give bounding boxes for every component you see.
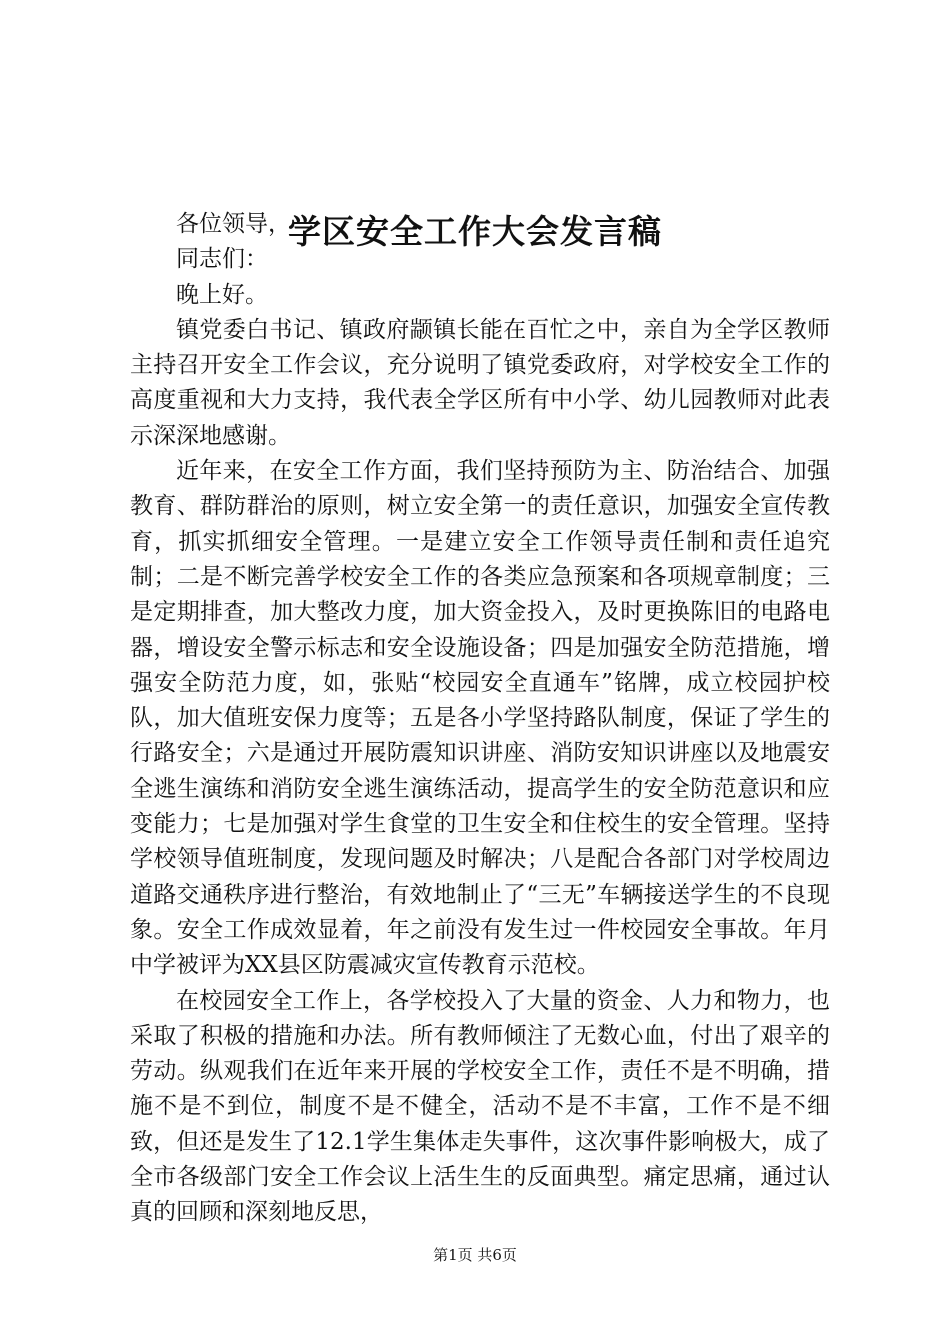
greeting-line: 同志们： <box>176 246 268 273</box>
body-paragraph: 近年来，在安全工作方面，我们坚持预防为主、防治结合、加强教育、群防群治的原则，树立安全第一的责任意识，加强安全宣传教育，抓实抓细安全管理。一是建立安全工作领导责任制和责任追究制；二是不断完善学校安全工作的各类应急预案和各项规章制度；三是定期排查，加大整改力度，加大资金投入，及时更换陈旧的电路电器，增设安全警示标志和安全设施设备；四是加强安全防范措施，增强安全防范力度，如，张贴“校园安全直通车”铭牌，成立校园护校队，加大值班安保力度等；五是各小学坚持路队制度，保证了学生的行路安全；六是通过开展防震知识讲座、消防安知识讲座以及地震安全逃生演练和消防安全逃生演练活动，提高学生的安全防范意识和应变能力；七是加强对学生食堂的卫生安全和住校生的安全管理。坚持学校领导值班制度，发现问题及时解决；八是配合各部门对学校周边道路交通秩序进行整治，有效地制止了“三无”车辆接送学生的不良现象。安全工作成效显着，年之前没有发生过一件校园安全事故。年月中学被评为XX县区防震减灾宣传教育示范校。 <box>130 458 830 979</box>
document-body <box>130 207 830 1231</box>
document-title: 学区安全工作大会发言稿 <box>288 212 662 252</box>
greeting-line: 晚上好。 <box>176 281 268 308</box>
body-paragraph: 在校园安全工作上，各学校投入了大量的资金、人力和物力，也采取了积极的措施和办法。所有教师倾注了无数心血，付出了艰辛的劳动。纵观我们在近年来开展的学校安全工作，责任不是不明确，措施不是不到位，制度不是不健全，活动不是不丰富，工作不是不细致，但还是发生了12.1学生集体走失事件，这次事件影响极大，成了全市各级部门安全工作会议上活生生的反面典型。痛定思痛，通过认真的回顾和深刻地反思， <box>130 987 830 1226</box>
page-footer: 第1页 共6页 <box>433 1246 517 1264</box>
greeting-line: 各位领导， <box>176 211 291 237</box>
body-paragraph: 镇党委白书记、镇政府颛镇长能在百忙之中，亲自为全学区教师主持召开安全工作会议，充分说明了镇党委政府，对学校安全工作的高度重视和大力支持，我代表全学区所有中小学、幼儿园教师对此表示深深地感谢。 <box>130 316 830 449</box>
